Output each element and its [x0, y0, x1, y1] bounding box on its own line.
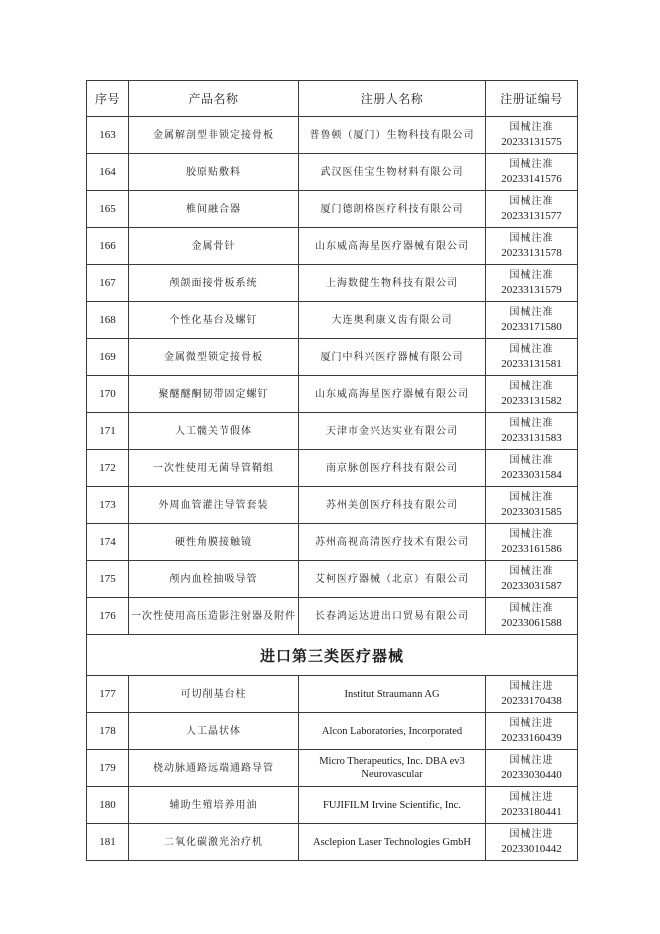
- row-seq: 180: [87, 787, 129, 824]
- row-cert-type: 国械注准: [509, 566, 554, 577]
- row-registrant-name: 长春鸿运达进出口贸易有限公司: [299, 598, 486, 635]
- import-rows: [87, 676, 578, 861]
- row-registrant-name: Alcon Laboratories, Incorporated: [299, 713, 486, 750]
- row-product-name: 金属解剖型非锁定接骨板: [129, 117, 299, 154]
- header-cert-number: 注册证编号: [486, 81, 578, 117]
- row-cert-number: 20233031585: [501, 506, 562, 518]
- row-cert: [486, 598, 578, 635]
- row-registrant-name: 厦门德朗格医疗科技有限公司: [299, 191, 486, 228]
- row-registrant-name: Institut Straumann AG: [299, 676, 486, 713]
- row-seq: 171: [87, 413, 129, 450]
- row-cert-type: 国械注进: [509, 792, 554, 803]
- row-cert-number: 20233031584: [501, 469, 562, 481]
- row-product-name: 颅颌面接骨板系统: [129, 265, 299, 302]
- table-row: [87, 750, 578, 787]
- row-cert: [486, 154, 578, 191]
- row-cert-number: 20233141576: [501, 173, 562, 185]
- header-seq: 序号: [87, 81, 129, 117]
- row-registrant-name: 山东威高海星医疗器械有限公司: [299, 228, 486, 265]
- row-cert: [486, 191, 578, 228]
- row-product-name: 聚醚醚酮韧带固定螺钉: [129, 376, 299, 413]
- row-cert-type: 国械注准: [509, 159, 554, 170]
- row-cert-number: 20233180441: [501, 806, 562, 818]
- row-cert: [486, 676, 578, 713]
- row-registrant-name: 普鲁顿（厦门）生物科技有限公司: [299, 117, 486, 154]
- table-row: [87, 450, 578, 487]
- table-row: [87, 339, 578, 376]
- row-seq: 178: [87, 713, 129, 750]
- row-registrant-name: 艾柯医疗器械（北京）有限公司: [299, 561, 486, 598]
- table-row: [87, 676, 578, 713]
- registration-table: [86, 80, 578, 861]
- table-row: [87, 302, 578, 339]
- row-cert: [486, 524, 578, 561]
- row-seq: 173: [87, 487, 129, 524]
- table-row: [87, 191, 578, 228]
- header-product-name: 产品名称: [129, 81, 299, 117]
- row-cert-number: 20233131583: [501, 432, 562, 444]
- row-product-name: 金属骨针: [129, 228, 299, 265]
- row-product-name: 一次性使用高压造影注射器及附件: [129, 598, 299, 635]
- row-registrant-name: 苏州高视高清医疗技术有限公司: [299, 524, 486, 561]
- row-cert-type: 国械注准: [509, 455, 554, 466]
- row-cert: [486, 487, 578, 524]
- row-seq: 176: [87, 598, 129, 635]
- row-product-name: 桡动脉通路远端通路导管: [129, 750, 299, 787]
- row-seq: 169: [87, 339, 129, 376]
- row-product-name: 外周血管灌注导管套装: [129, 487, 299, 524]
- row-registrant-name: 山东威高海星医疗器械有限公司: [299, 376, 486, 413]
- row-cert: [486, 376, 578, 413]
- row-registrant-name: FUJIFILM Irvine Scientific, Inc.: [299, 787, 486, 824]
- row-cert-number: 20233171580: [501, 321, 562, 333]
- table-row: [87, 713, 578, 750]
- row-cert: [486, 265, 578, 302]
- row-cert-number: 20233170438: [501, 695, 562, 707]
- section-title: 进口第三类医疗器械: [87, 635, 578, 676]
- table-row: [87, 561, 578, 598]
- row-cert-number: 20233061588: [501, 617, 562, 629]
- row-cert-number: 20233161586: [501, 543, 562, 555]
- row-registrant-name: Micro Therapeutics, Inc. DBA ev3 Neurovascular: [299, 750, 486, 787]
- row-cert-type: 国械注准: [509, 381, 554, 392]
- domestic-rows: [87, 117, 578, 635]
- row-cert-number: 20233031587: [501, 580, 562, 592]
- row-seq: 179: [87, 750, 129, 787]
- row-cert-type: 国械注进: [509, 829, 554, 840]
- row-registrant-name: 大连奥利康义齿有限公司: [299, 302, 486, 339]
- row-cert-type: 国械注准: [509, 492, 554, 503]
- row-seq: 166: [87, 228, 129, 265]
- row-registrant-name: 苏州美创医疗科技有限公司: [299, 487, 486, 524]
- row-cert-number: 20233131575: [501, 136, 562, 148]
- row-seq: 168: [87, 302, 129, 339]
- row-cert: [486, 302, 578, 339]
- header-registrant-name: 注册人名称: [299, 81, 486, 117]
- row-cert: [486, 339, 578, 376]
- row-cert-number: 20233131577: [501, 210, 562, 222]
- row-product-name: 人工髋关节假体: [129, 413, 299, 450]
- row-cert-type: 国械注准: [509, 270, 554, 281]
- row-cert-number: 20233010442: [501, 843, 562, 855]
- row-product-name: 金属微型锁定接骨板: [129, 339, 299, 376]
- row-cert-type: 国械注准: [509, 529, 554, 540]
- row-registrant-name: 厦门中科兴医疗器械有限公司: [299, 339, 486, 376]
- table-row: [87, 824, 578, 861]
- row-product-name: 胶原贴敷料: [129, 154, 299, 191]
- row-product-name: 颅内血栓抽吸导管: [129, 561, 299, 598]
- table-row: [87, 487, 578, 524]
- row-cert-type: 国械注进: [509, 755, 554, 766]
- row-product-name: 可切削基台柱: [129, 676, 299, 713]
- table-row: [87, 154, 578, 191]
- row-cert-number: 20233131579: [501, 284, 562, 296]
- table-row: [87, 598, 578, 635]
- row-registrant-name: 南京脉创医疗科技有限公司: [299, 450, 486, 487]
- section-header-row: [87, 635, 578, 676]
- row-cert-number: 20233160439: [501, 732, 562, 744]
- row-seq: 170: [87, 376, 129, 413]
- row-cert: [486, 824, 578, 861]
- row-seq: 181: [87, 824, 129, 861]
- row-registrant-name: 上海数健生物科技有限公司: [299, 265, 486, 302]
- row-cert: [486, 750, 578, 787]
- import-section: [87, 635, 578, 676]
- row-cert: [486, 713, 578, 750]
- row-cert: [486, 228, 578, 265]
- row-product-name: 一次性使用无菌导管鞘组: [129, 450, 299, 487]
- row-cert: [486, 117, 578, 154]
- row-seq: 163: [87, 117, 129, 154]
- row-cert-type: 国械注准: [509, 307, 554, 318]
- row-cert-type: 国械注准: [509, 418, 554, 429]
- row-registrant-name: 武汉医佳宝生物材料有限公司: [299, 154, 486, 191]
- row-seq: 165: [87, 191, 129, 228]
- row-product-name: 椎间融合器: [129, 191, 299, 228]
- row-product-name: 二氧化碳激光治疗机: [129, 824, 299, 861]
- row-registrant-name: Asclepion Laser Technologies GmbH: [299, 824, 486, 861]
- row-cert: [486, 450, 578, 487]
- row-product-name: 辅助生殖培养用油: [129, 787, 299, 824]
- row-product-name: 个性化基台及螺钉: [129, 302, 299, 339]
- row-cert-type: 国械注进: [509, 681, 554, 692]
- row-seq: 174: [87, 524, 129, 561]
- row-cert-type: 国械注进: [509, 718, 554, 729]
- table-row: [87, 117, 578, 154]
- row-seq: 164: [87, 154, 129, 191]
- row-registrant-name: 天津市金兴达实业有限公司: [299, 413, 486, 450]
- row-cert-number: 20233131578: [501, 247, 562, 259]
- row-seq: 167: [87, 265, 129, 302]
- row-cert: [486, 561, 578, 598]
- row-cert-type: 国械注准: [509, 233, 554, 244]
- row-product-name: 硬性角膜接触镜: [129, 524, 299, 561]
- row-seq: 175: [87, 561, 129, 598]
- row-cert: [486, 787, 578, 824]
- table-row: [87, 413, 578, 450]
- table-row: [87, 228, 578, 265]
- row-seq: 172: [87, 450, 129, 487]
- row-product-name: 人工晶状体: [129, 713, 299, 750]
- table-row: [87, 524, 578, 561]
- row-cert-type: 国械注准: [509, 196, 554, 207]
- row-cert: [486, 413, 578, 450]
- row-cert-number: 20233131582: [501, 395, 562, 407]
- table-row: [87, 265, 578, 302]
- table-row: [87, 787, 578, 824]
- row-cert-type: 国械注准: [509, 122, 554, 133]
- row-cert-number: 20233030440: [501, 769, 562, 781]
- row-seq: 177: [87, 676, 129, 713]
- row-cert-type: 国械注准: [509, 603, 554, 614]
- row-cert-number: 20233131581: [501, 358, 562, 370]
- row-cert-type: 国械注准: [509, 344, 554, 355]
- table-header-row: [87, 81, 578, 117]
- table-row: [87, 376, 578, 413]
